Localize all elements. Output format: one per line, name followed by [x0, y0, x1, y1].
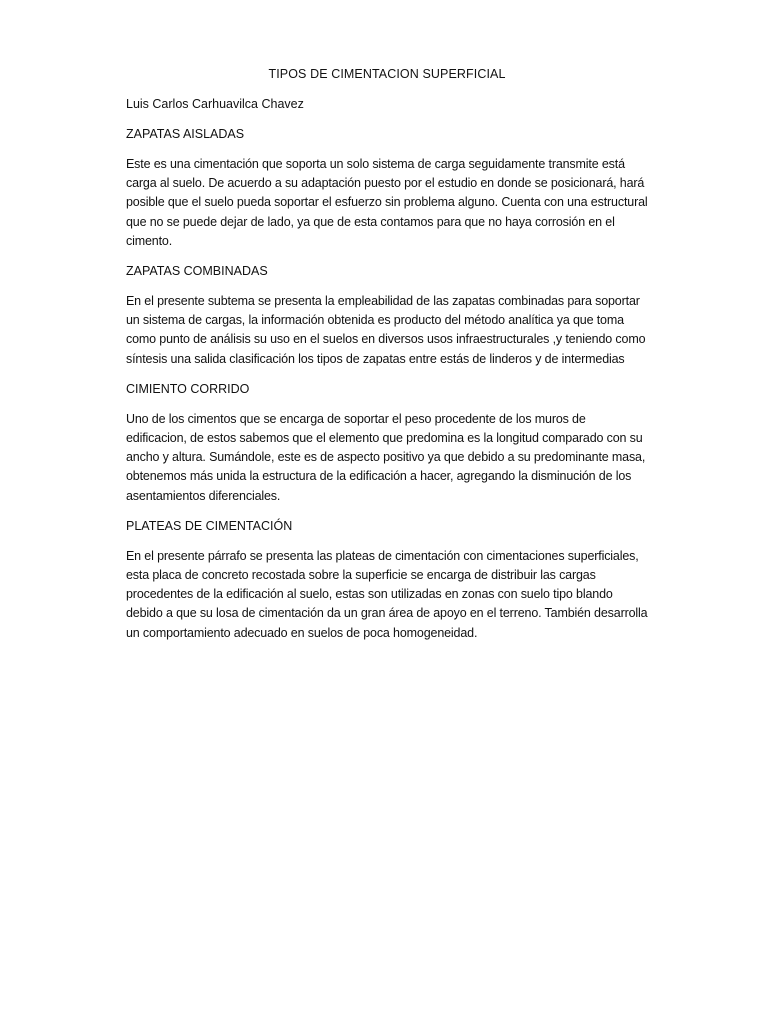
section-heading-zapatas-aisladas: ZAPATAS AISLADAS: [126, 127, 245, 141]
section-heading-cimiento-corrido: CIMIENTO CORRIDO: [126, 381, 250, 396]
section-body-zapatas-aisladas: Este es una cimentación que soporta un solo sistema de carga seguidamente transmite está carga al suelo. De acuerdo a su adaptación puesto por el estudio en donde se posicionará, hará posible que el suelo pueda soportar el esfuerzo sin problema alguno. Cuenta con una estructural que no se puede dejar de lado, ya que de esta contamos para que no haya corrosión en el cimento.: [126, 157, 648, 248]
section-body-plateas-de-cimentacion: En el presente párrafo se presenta las plateas de cimentación con cimentaciones superficiales, esta placa de concreto recostada sobre la superficie se encarga de distribuir las cargas procedentes de la edificación al suelo, estas son utilizadas en zonas con suelo tipo blando debido a que su losa de cimentación da un gran área de apoyo en el terreno. También desarrolla un comportamiento adecuado en suelos de poca homogeneidad.: [126, 548, 648, 640]
document-title: TIPOS DE CIMENTACION SUPERFICIAL: [268, 67, 506, 81]
section-heading-plateas-de-cimentacion: PLATEAS DE CIMENTACIÓN: [126, 518, 293, 533]
section-heading-zapatas-combinadas: ZAPATAS COMBINADAS: [126, 264, 268, 279]
document-content: [126, 66, 648, 655]
author-name: Luis Carlos Carhuavilca Chavez: [126, 97, 304, 111]
section-body-cimiento-corrido: Uno de los cimentos que se encarga de soportar el peso procedente de los muros de edificacion, de estos sabemos que el elemento que predomina es la longitud comparado con su ancho y altura. Sumándole, este es de aspecto positivo ya que debido a su predominante masa, obtenemos más unida la estructura de la edificación a hacer, agregando la disminución de los asentamientos diferenciales.: [126, 411, 646, 503]
section-body-zapatas-combinadas: En el presente subtema se presenta la empleabilidad de las zapatas combinadas para soportar un sistema de cargas, la información obtenida es producto del método analítica ya que toma como punto de análisis su uso en el suelos en diversos usos infraestructurales ,y teniendo como síntesis una salida clasificación los tipos de zapatas entre estás de linderos y de intermedias: [126, 294, 646, 366]
